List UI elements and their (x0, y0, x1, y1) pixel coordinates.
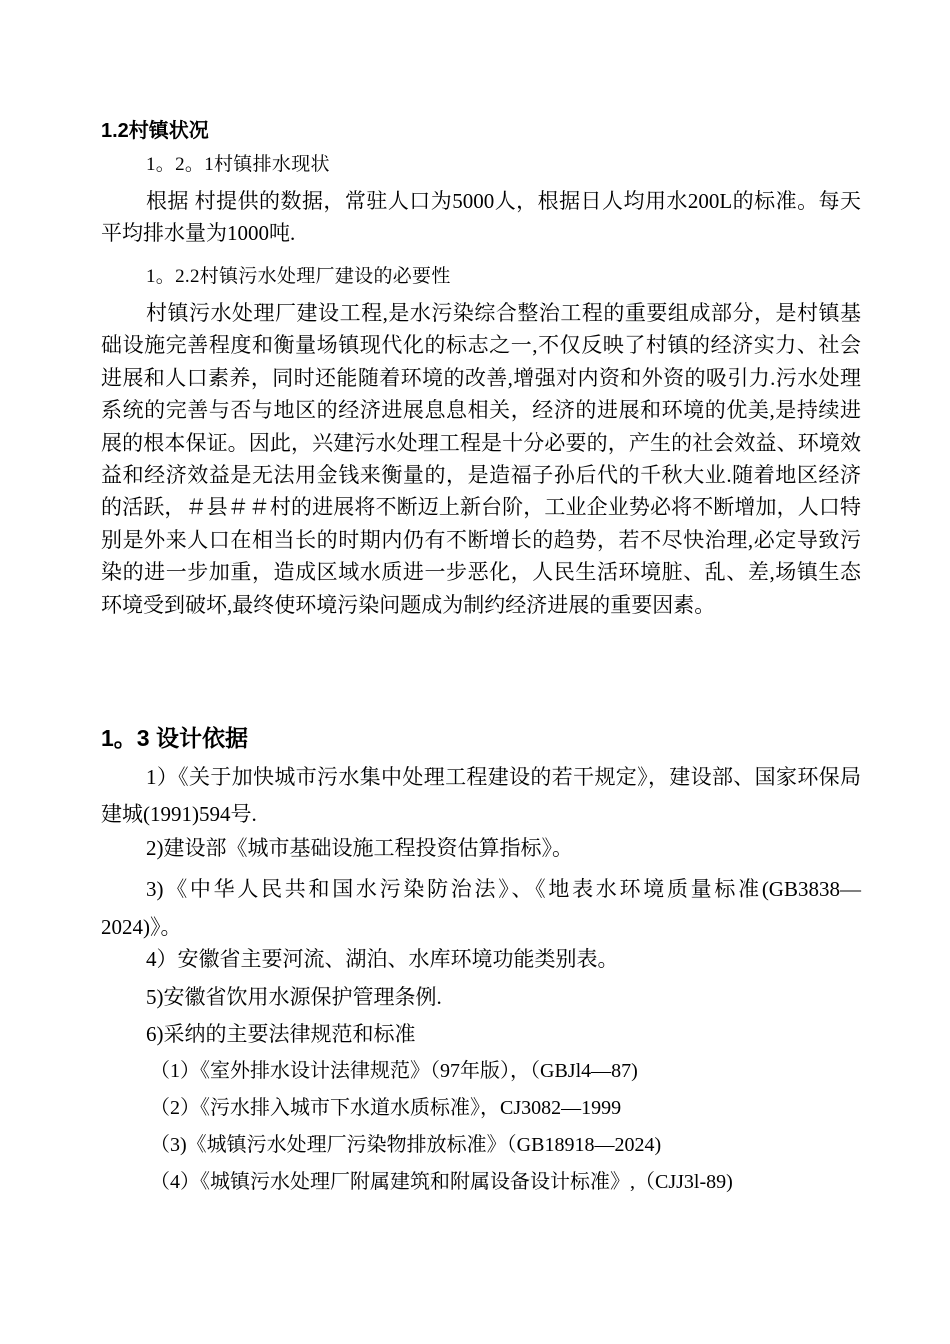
basis-item-3: 3)《中华人民共和国水污染防治法》、《地表水环境质量标准(GB3838—2024)》。 (101, 877, 861, 939)
section-heading-1-3: 1。3 设计依据 (101, 725, 248, 751)
basis-item-6: 6)采纳的主要法律规范和标准 (146, 1022, 416, 1046)
subsection-heading-1-2-1: 1。2。1村镇排水现状 (146, 154, 330, 175)
basis-item-2: 2)建设部《城市基础设施工程投资估算指标》。 (146, 836, 573, 860)
standard-item-4: （4）《城镇污水处理厂附属建筑和附属设备设计标准》,（CJJ3l-89) (150, 1171, 733, 1193)
paragraph-drainage-status: 根据 村提供的数据，常驻人口为5000人，根据日人均用水200L的标准。每天平均排水量为1000吨. (101, 189, 861, 246)
standard-item-3: （3)《城镇污水处理厂污染物排放标准》（GB18918—2024) (150, 1134, 662, 1156)
paragraph-plant-necessity: 村镇污水处理厂建设工程,是水污染综合整治工程的重要组成部分，是村镇基础设施完善程度和衡量场镇现代化的标志之一,不仅反映了村镇的经济实力、社会进展和人口素养，同时还能随着环境的改善,增强对内资和外资的吸引力.污水处理系统的完善与否与地区的经济进展息息相关，经济的进展和环境的优美,是持续进展的根本保证。因此，兴建污水处理工程是十分必要的，产生的社会效益、环境效益和经济效益是无法用金钱来衡量的，是造福子孙后代的千秋大业.随着地区经济的活跃，＃县＃＃村的进展将不断迈上新台阶，工业企业势必将不断增加，人口特别是外来人口在相当长的时期内仍有不断增长的趋势，若不尽快治理,必定导致污染的进一步加重，造成区域水质进一步恶化，人民生活环境脏、乱、差,场镇生态环境受到破坏,最终使环境污染问题成为制约经济进展的重要因素。 (101, 301, 861, 617)
basis-item-5: 5)安徽省饮用水源保护管理条例. (146, 985, 442, 1009)
section-heading-1-2: 1.2村镇状况 (101, 120, 209, 142)
subsection-heading-1-2-2: 1。2.2村镇污水处理厂建设的必要性 (146, 266, 451, 287)
standard-item-1: （1）《室外排水设计法律规范》（97年版），（GBJl4—87) (150, 1060, 638, 1082)
standard-item-2: （2）《污水排入城市下水道水质标准》，CJ3082—1999 (150, 1097, 622, 1119)
basis-item-4: 4）安徽省主要河流、湖泊、水库环境功能类别表。 (146, 947, 619, 971)
basis-item-1: 1）《关于加快城市污水集中处理工程建设的若干规定》，建设部、国家环保局建城(1991)594号. (101, 765, 861, 826)
